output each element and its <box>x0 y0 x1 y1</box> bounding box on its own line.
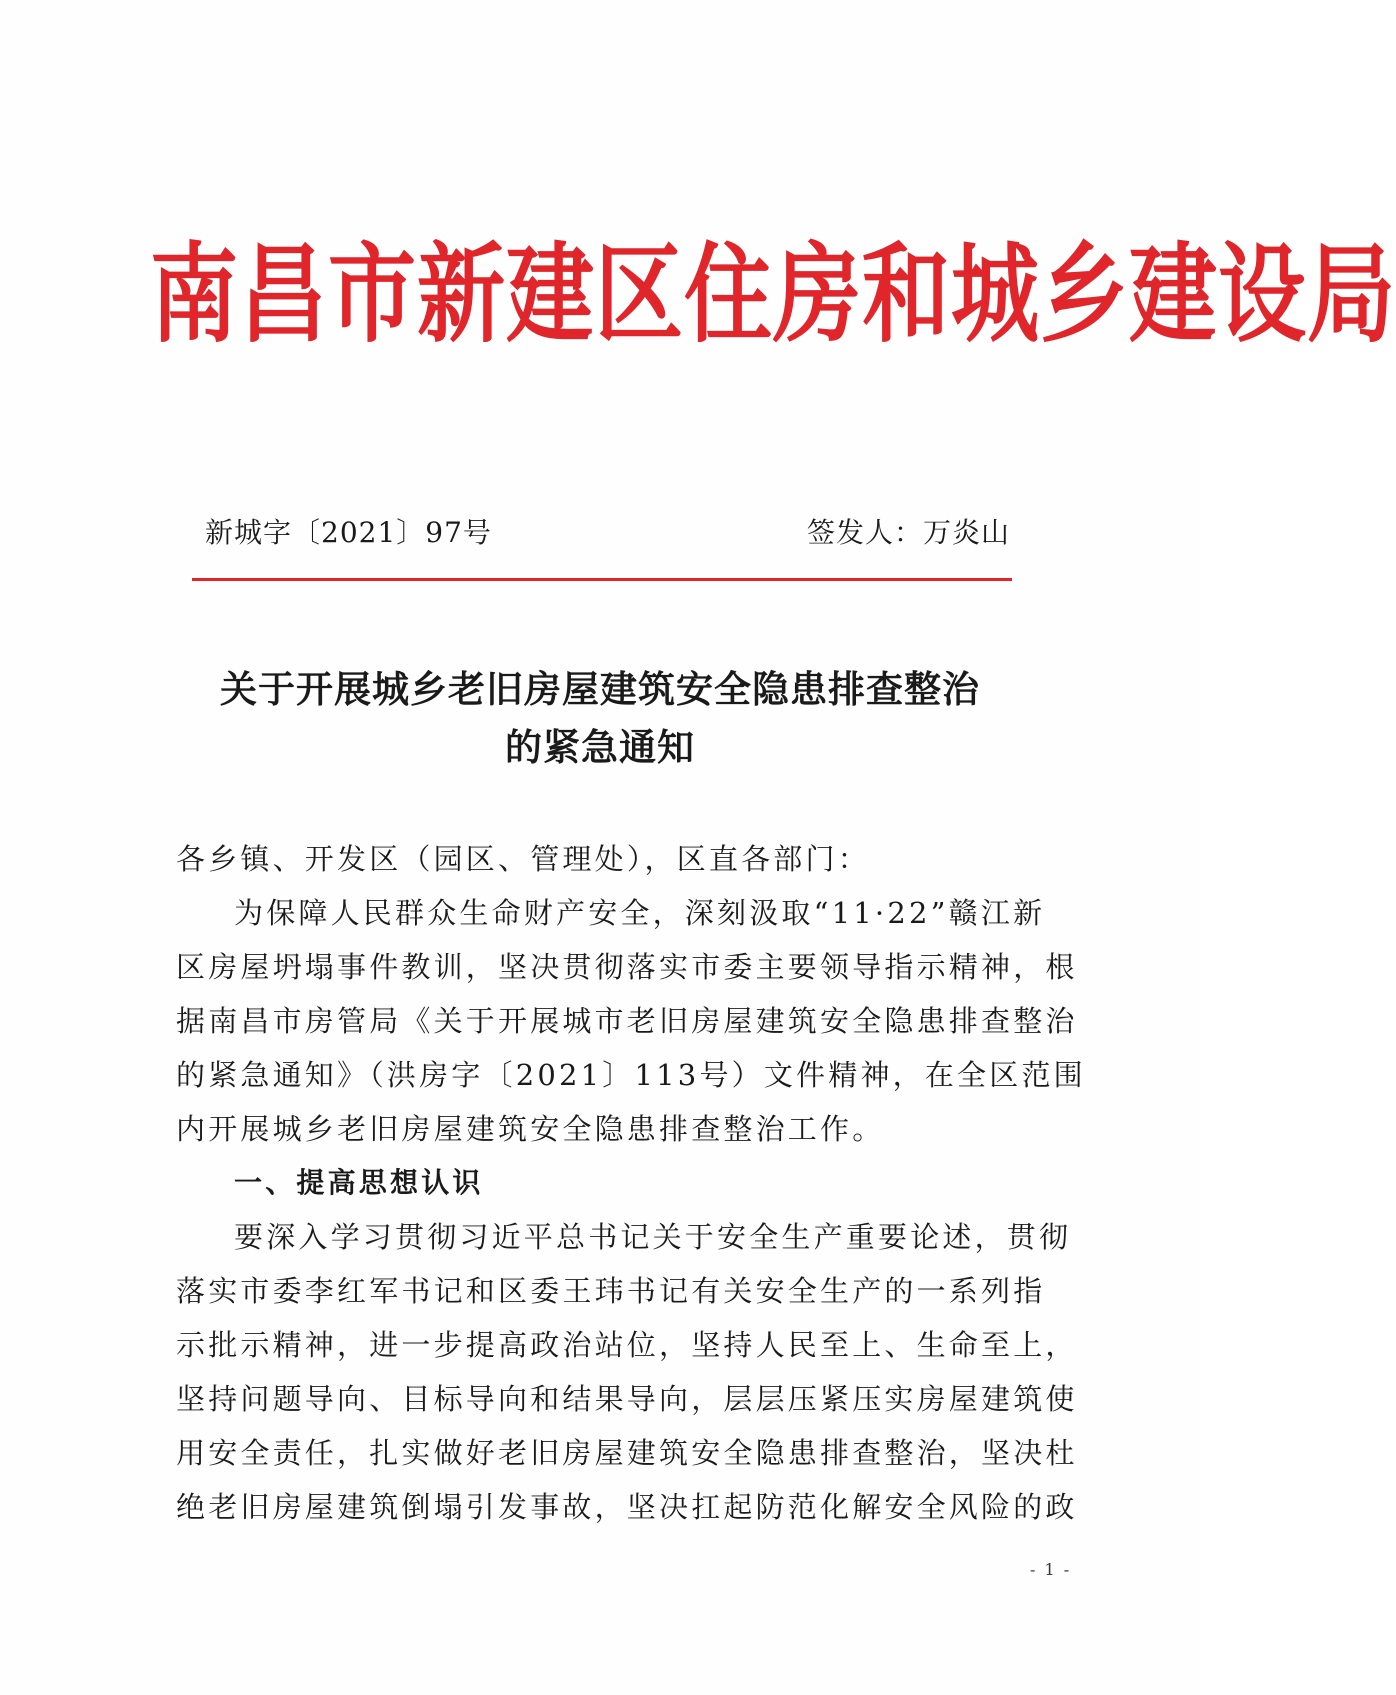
paragraph-1-line: 据南昌市房管局《关于开展城市老旧房屋建筑安全隐患排查整治 <box>176 1004 1078 1038</box>
document-body <box>176 832 1086 1534</box>
paragraph-2-line: 用安全责任，扎实做好老旧房屋建筑安全隐患排查整治，坚决杜 <box>176 1436 1078 1470</box>
paragraph-2-line: 示批示精神，进一步提高政治站位，坚持人民至上、生命至上， <box>176 1328 1078 1362</box>
paragraph-1-line: 的紧急通知》（洪房字〔2021〕113号）文件精神，在全区范围 <box>176 1058 1086 1092</box>
document-number: 新城字〔2021〕97号 <box>205 516 492 549</box>
notice-title <box>160 660 1040 776</box>
paragraph-1-line: 区房屋坍塌事件教训，坚决贯彻落实市委主要领导指示精神，根 <box>176 950 1078 984</box>
paragraph-1-line: 为保障人民群众生命财产安全，深刻汲取“11·22”赣江新 <box>234 896 1046 930</box>
paragraph-1 <box>176 886 1086 1156</box>
paragraph-1-line: 内开展城乡老旧房屋建筑安全隐患排查整治工作。 <box>176 1112 885 1146</box>
issuing-authority-header: 南昌市新建区住房和城乡建设局 <box>150 231 1396 358</box>
page-number: - 1 - <box>1030 1560 1072 1579</box>
paragraph-2-line: 绝老旧房屋建筑倒塌引发事故，坚决扛起防范化解安全风险的政 <box>176 1490 1078 1524</box>
paragraph-2-line: 要深入学习贯彻习近平总书记关于安全生产重要论述，贯彻 <box>234 1220 1072 1254</box>
paragraph-2-line: 坚持问题导向、目标导向和结果导向，层层压紧压实房屋建筑使 <box>176 1382 1078 1416</box>
salutation: 各乡镇、开发区（园区、管理处），区直各部门： <box>176 842 870 876</box>
paragraph-2 <box>176 1210 1078 1534</box>
notice-title-line-2: 的紧急通知 <box>505 725 695 769</box>
red-divider-line <box>192 578 1012 581</box>
signer: 签发人：万炎山 <box>806 516 1010 549</box>
section-heading-1: 一、提高思想认识 <box>234 1166 484 1199</box>
paragraph-2-line: 落实市委李红军书记和区委王玮书记有关安全生产的一系列指 <box>176 1274 1046 1308</box>
notice-title-line-1: 关于开展城乡老旧房屋建筑安全隐患排查整治 <box>220 667 980 711</box>
